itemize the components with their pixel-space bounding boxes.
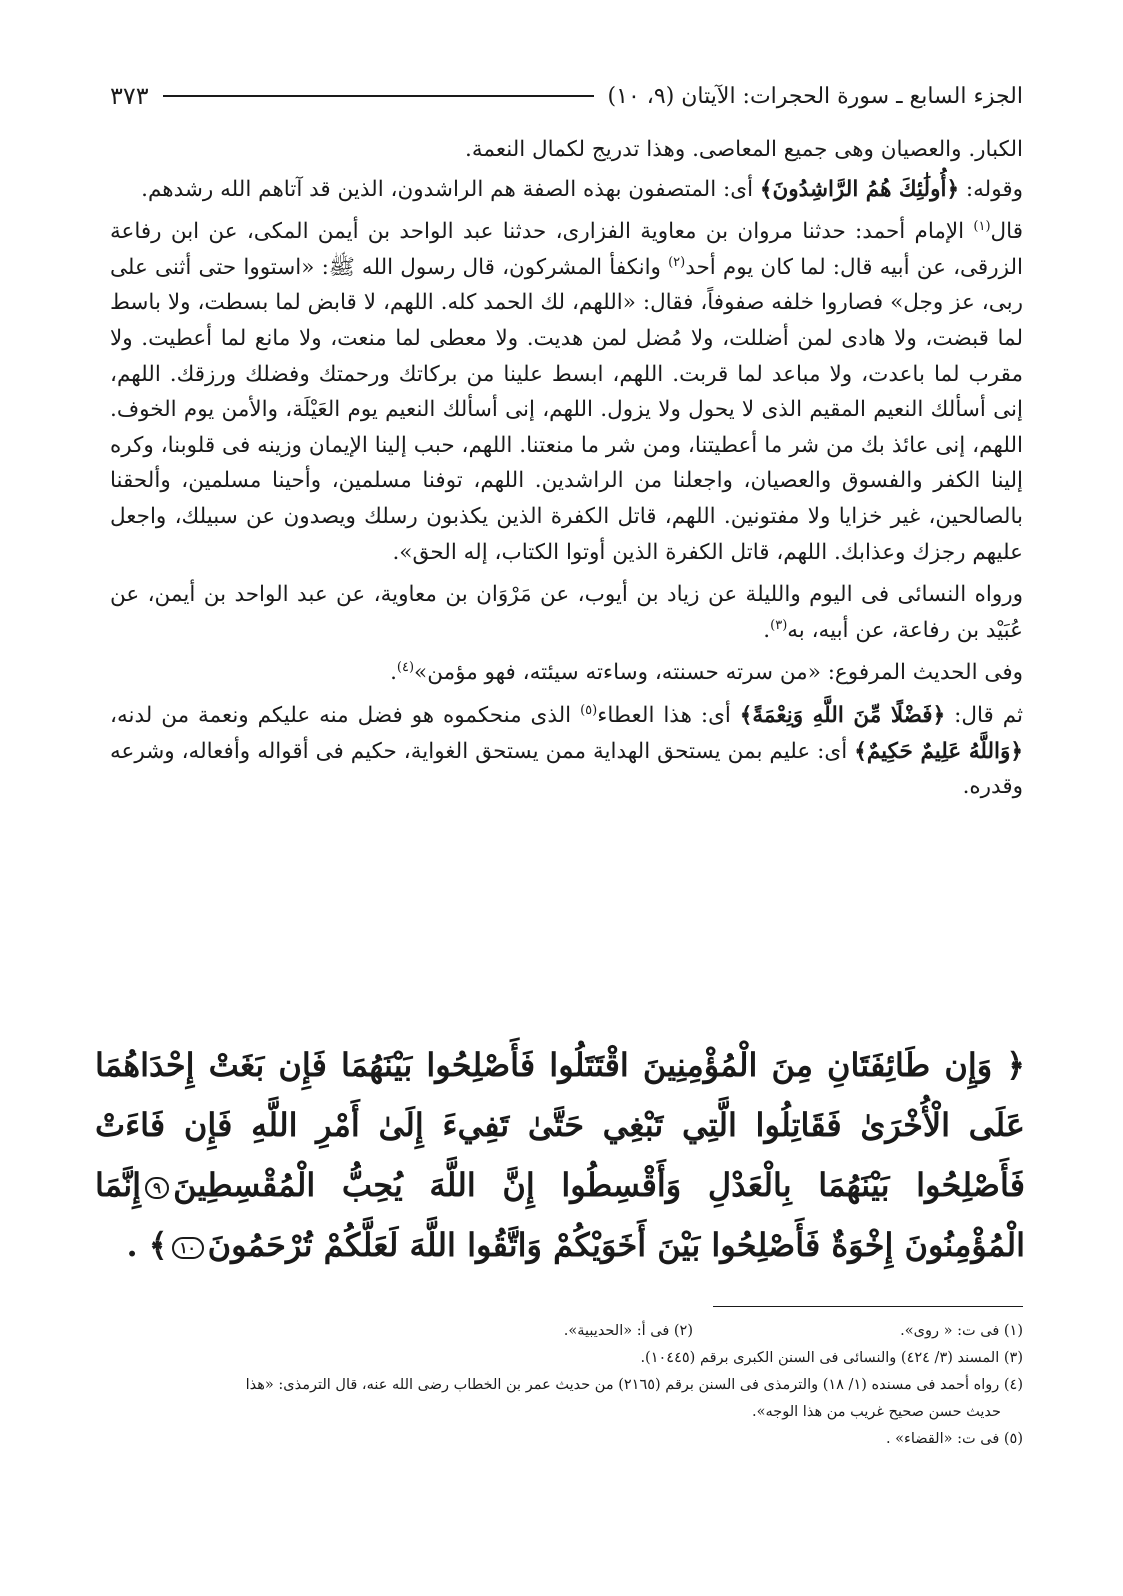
paragraph-2: [110, 172, 1023, 208]
p6-a: أى: هذا العطاء: [597, 702, 740, 728]
verse-part-1: ﴿ وَإِن طَائِفَتَانِ مِنَ الْمُؤْمِنِينَ اقْتَتَلُوا فَأَصْلِحُوا بَيْنَهُمَا فَإِن بَغَتْ إِحْدَاهُمَا عَلَى الْأُخْرَىٰ فَقَاتِلُوا الَّتِي تَبْغِي حَتَّىٰ تَفِيءَ إِلَىٰ أَمْرِ اللَّهِ فَإِن فَاءَتْ فَأَصْلِحُوا بَيْنَهُمَا بِالْعَدْلِ وَأَقْسِطُوا إِنَّ اللَّهَ يُحِبُّ الْمُقْسِطِينَ: [95, 1046, 1026, 1204]
paragraph-4: [110, 577, 1023, 648]
ayah-number-9: ٩: [145, 1177, 169, 1199]
footnote-ref-1[interactable]: (١): [973, 219, 991, 235]
footnotes: [110, 1318, 1023, 1453]
footnote-4-line-2: حديث حسن صحيح غريب من هذا الوجه».: [752, 1404, 1001, 1420]
quran-quote-2: ﴿فَضْلًا مِّنَ اللَّهِ وَنِعْمَةً﴾: [739, 702, 946, 728]
p4-a: ورواه النسائى فى اليوم والليلة عن زياد بن أيوب، عن مَرْوَان بن معاوية، عن عبد الواحد بن أيمن، عن عُبَيْد بن رفاعة، عن أبيه، به: [110, 582, 1023, 643]
quran-verse-block: [95, 1035, 1025, 1275]
footnote-2: (٢) فى أ: «الحديبية».: [563, 1323, 693, 1339]
footnote-ref-4[interactable]: (٤): [396, 660, 415, 676]
body-text: [110, 132, 1023, 812]
p5-a: وفى الحديث المرفوع: «من سرته حسنته، وساءته سيئته، فهو مؤمن»: [414, 660, 1023, 686]
p2-intro: وقوله:: [959, 176, 1023, 202]
page-header: [110, 78, 1023, 114]
p6-intro: ثم قال:: [945, 702, 1023, 728]
verse-close: ﴾ .: [126, 1226, 168, 1264]
p3-b: الإمام أحمد: حدثنا مروان بن معاوية الفزارى، حدثنا عبد الواحد بن أيمن المكى، عن ابن رفاعة الزرقى، عن أبيه قال: لما كان يوم أحد: [110, 219, 1023, 280]
footnote-ref-2[interactable]: (٢): [668, 254, 686, 270]
footnote-ref-3[interactable]: (٣): [770, 617, 788, 633]
footnote-4-line-1: (٤) رواه أحمد فى مسنده (١/ ١٨) والترمذى فى السنن برقم (٢١٦٥) من حديث عمر بن الخطاب رضى الله عنه، قال الترمذى: «هذا: [245, 1377, 1023, 1393]
header-rule: [163, 95, 594, 97]
footnote-5: (٥) فى ت: «القضاء» .: [885, 1431, 1023, 1447]
footnote-row-1-2: [110, 1318, 1023, 1345]
footnote-1: (١) فى ت: « روى».: [900, 1323, 1023, 1339]
paragraph-6: [110, 698, 1023, 805]
ayah-number-10: ١٠: [172, 1237, 204, 1259]
paragraph-3: [110, 214, 1023, 570]
quran-quote-3: ﴿وَاللَّهُ عَلِيمٌ حَكِيمٌ﴾: [854, 738, 1023, 764]
footnote-separator: [713, 1306, 1023, 1307]
page-number: ٣٧٣: [110, 82, 149, 110]
footnote-ref-5[interactable]: (٥): [580, 702, 598, 718]
footnote-3: (٣) المسند (٣/ ٤٢٤) والنسائى فى السنن الكبرى برقم (١٠٤٤٥).: [640, 1350, 1023, 1366]
running-title: الجزء السابع ـ سورة الحجرات: الآيتان (٩، ١٠): [607, 83, 1023, 109]
p6-b: الذى منحكموه هو فضل منه عليكم ونعمة من لدنه،: [110, 702, 581, 728]
p3-a: قال: [990, 219, 1023, 245]
paragraph-1: الكبار. والعصيان وهى جميع المعاصى. وهذا تدريج لكمال النعمة.: [465, 137, 1023, 162]
p6-c: أى: عليم بمن يستحق الهداية ممن يستحق الغواية، حكيم فى أقواله وأفعاله، وشرعه وقدره.: [110, 738, 1023, 800]
p5-b: .: [390, 660, 397, 686]
p3-c: وانكفأ المشركون، قال رسول الله ﷺ: «استووا حتى أثنى على ربى، عز وجل» فصاروا خلفه صفوفاً، فقال: «اللهم، لك الحمد كله. اللهم، لا قابض لما بسطت، ولا باسط لما قبضت، ولا هادى لمن أضللت، ولا مُضل لمن هديت. ولا معطى لما منعت، ولا مانع لما أعطيت. ولا مقرب لما باعدت، ولا مباعد لما قربت. اللهم، ابسط علينا من بركاتك ورحمتك وفضلك ورزقك. اللهم، إنى أسألك النعيم المقيم الذى لا يحول ولا يزول. اللهم، إنى أسألك النعيم يوم العَيْلَة، والأمن يوم الخوف. اللهم، إنى عائذ بك من شر ما أعطيتنا، ومن شر ما منعتنا. اللهم، حبب إلينا الإيمان وزينه فى قلوبنا، وكره إلينا الكفر والفسوق والعصيان، واجعلنا من الراشدين. اللهم، توفنا مسلمين، وأحينا مسلمين، وألحقنا بالصالحين، غير خزايا ولا مفتونين. اللهم، قاتل الكفرة الذين يكذبون رسلك ويصدون عن سبيلك، واجعل عليهم رجزك وعذابك. اللهم، قاتل الكفرة الذين أوتوا الكتاب، إله الحق».: [110, 254, 1023, 565]
p4-b: .: [763, 617, 771, 643]
quran-quote-1: ﴿أُولَٰئِكَ هُمُ الرَّاشِدُونَ﴾: [759, 176, 960, 202]
p2-rest: أى: المتصفون بهذه الصفة هم الراشدون، الذين قد آتاهم الله رشدهم.: [141, 176, 760, 202]
paragraph-5: [110, 655, 1023, 691]
verse-part-2: إِنَّمَا الْمُؤْمِنُونَ إِخْوَةٌ فَأَصْلِحُوا بَيْنَ أَخَوَيْكُمْ وَاتَّقُوا اللَّهَ لَعَلَّكُمْ تُرْحَمُونَ: [95, 1166, 1025, 1264]
